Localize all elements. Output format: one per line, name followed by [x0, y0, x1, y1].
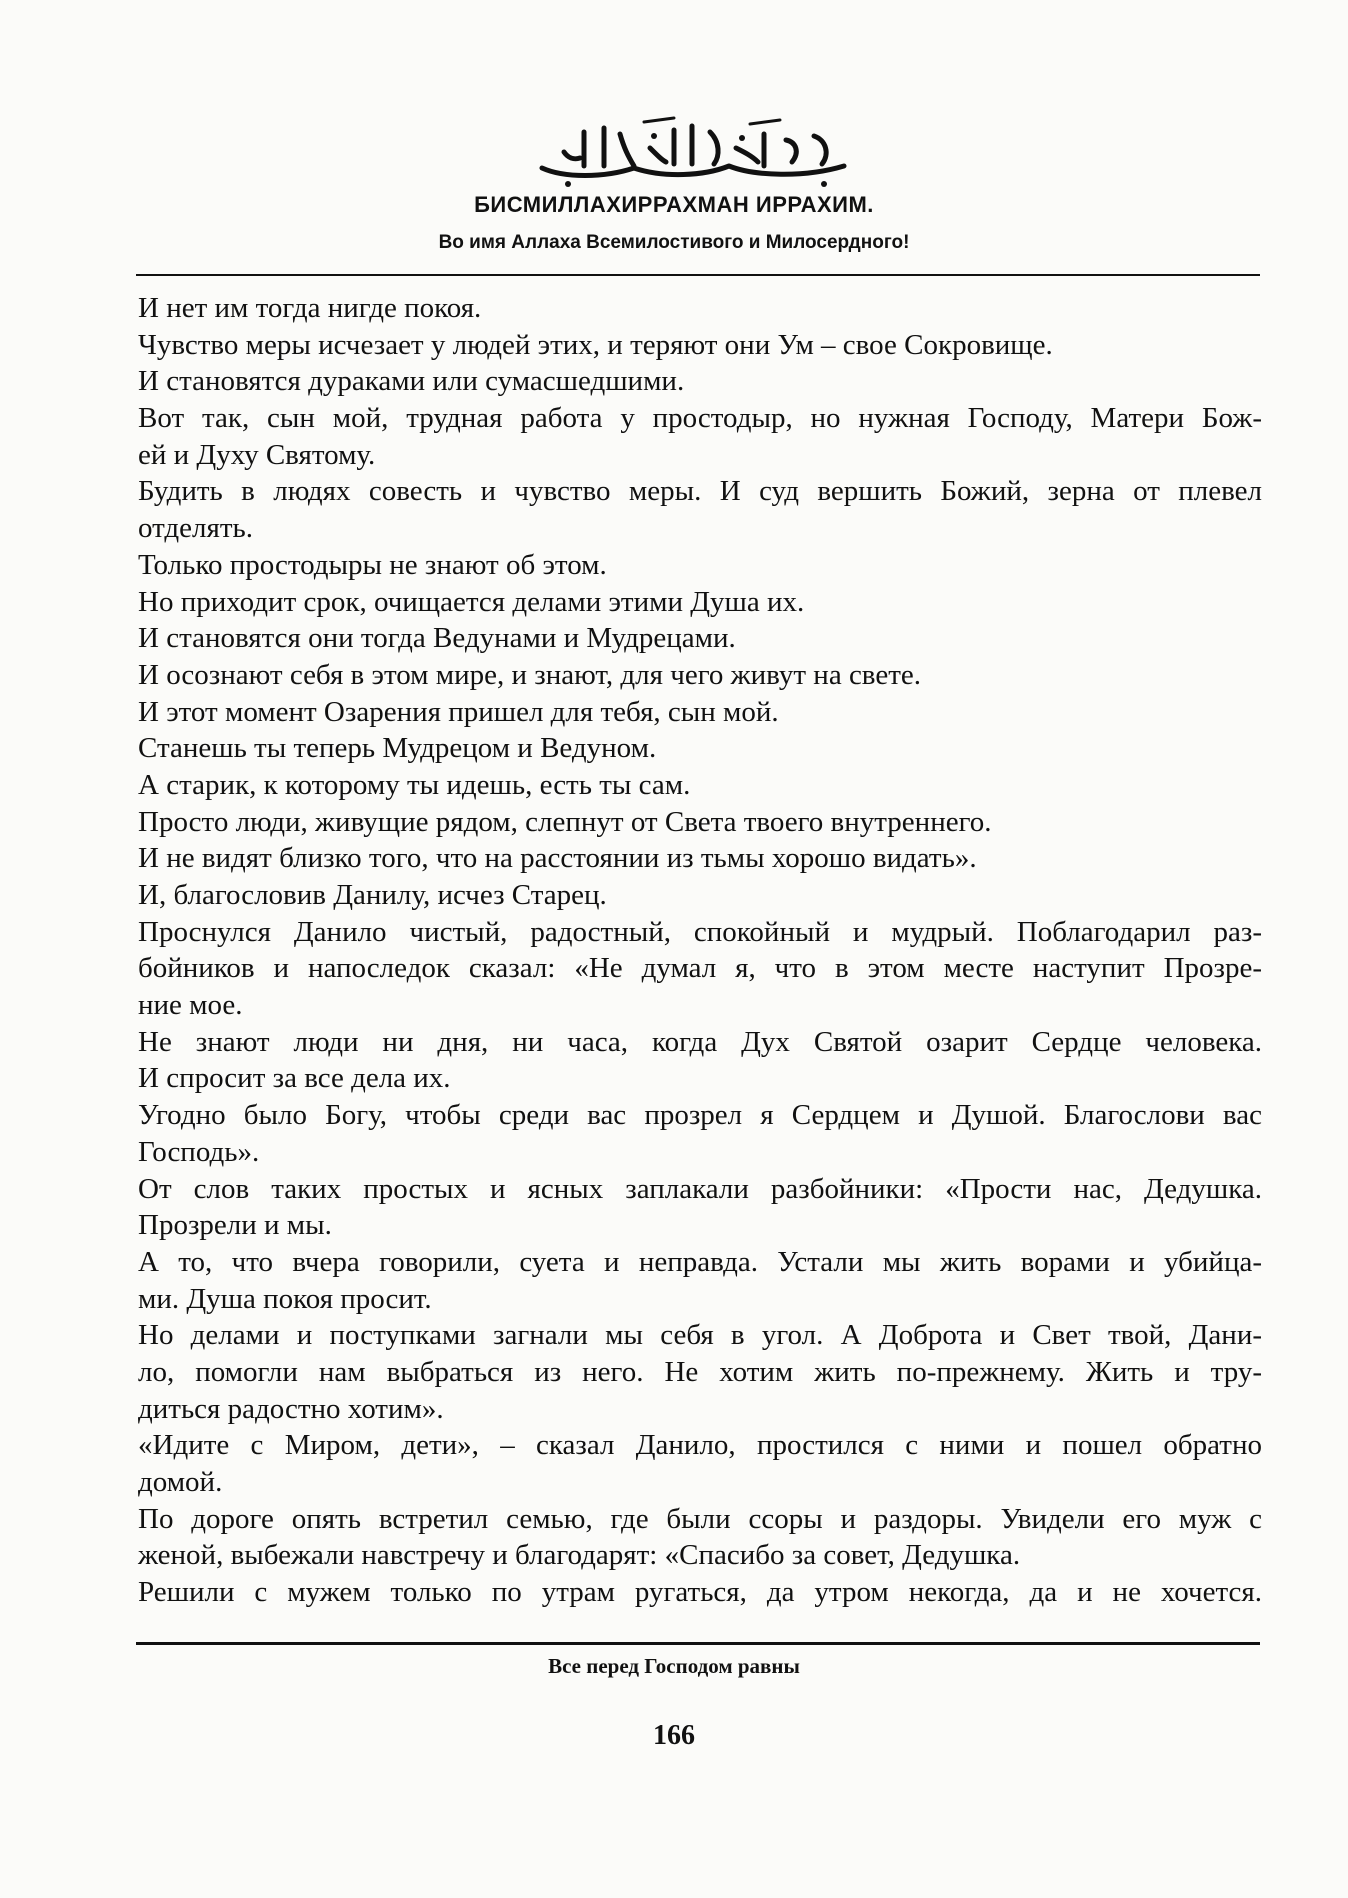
text-line: домой.	[138, 1466, 223, 1498]
text-line: отделять.	[138, 512, 253, 545]
text-line: И становятся они тогда Ведунами и Мудрецами.	[138, 622, 736, 655]
text-line: бойников и напоследок сказал: «Не думал я, что в этом месте наступит Прозре-	[138, 952, 1262, 985]
text-line: Вот так, сын мой, трудная работа у простодыр, но нужная Господу, Матери Бож-	[138, 402, 1262, 435]
text-line: Просто люди, живущие рядом, слепнут от Света твоего внутреннего.	[138, 805, 992, 838]
text-line: женой, выбежали навстречу и благодарят: «Спасибо за совет, Дедушка.	[138, 1539, 1021, 1572]
text-line: И спросит за все дела их.	[138, 1062, 451, 1095]
text-line: Господь».	[138, 1135, 260, 1168]
header-subtitle: Во имя Аллаха Всемилостивого и Милосердного!	[438, 232, 910, 253]
body-text	[138, 290, 1262, 1611]
page-number: 166	[653, 1720, 695, 1751]
text-line: ние мое.	[138, 989, 243, 1022]
text-line: Но приходит срок, очищается делами этими Душа их.	[138, 585, 805, 618]
text-line: И становятся дураками или сумасшедшими.	[138, 365, 685, 398]
text-line: Не знают люди ни дня, ни часа, когда Дух Святой озарит Сердце человека.	[138, 1025, 1262, 1058]
text-line: По дороге опять встретил семью, где были ссоры и раздоры. Увидели его муж с	[138, 1502, 1262, 1535]
text-line: Чувство меры исчезает у людей этих, и теряют они Ум – свое Сокровище.	[138, 328, 1053, 361]
text-line: диться радостно хотим».	[138, 1392, 444, 1425]
text-line: «Идите с Миром, дети», – сказал Данило, простился с ними и пошел обратно	[138, 1429, 1262, 1462]
header-title: БИСМИЛЛАХИРРАХМАН ИРРАХИМ.	[474, 192, 874, 217]
text-line: Угодно было Богу, чтобы среди вас прозрел я Сердцем и Душой. Благослови вас	[138, 1099, 1262, 1132]
text-line: Но делами и поступками загнали мы себя в угол. А Доброта и Свет твой, Дани-	[138, 1319, 1262, 1352]
text-line: ей и Духу Святому.	[138, 438, 376, 471]
text-line: Станешь ты теперь Мудрецом и Ведуном.	[138, 732, 657, 765]
text-line: Только простодыры не знают об этом.	[138, 548, 607, 581]
text-line: А то, что вчера говорили, суета и неправда. Устали мы жить ворами и убийца-	[138, 1245, 1262, 1278]
text-line: И, благословив Данилу, исчез Старец.	[138, 879, 607, 911]
text-line: И не видят близко того, что на расстоянии из тьмы хорошо видать».	[138, 842, 977, 875]
text-line: Будить в людях совесть и чувство меры. И суд вершить Божий, зерна от плевел	[138, 475, 1262, 508]
footer-divider	[136, 1642, 1260, 1645]
text-line: И осознают себя в этом мире, и знают, для чего живут на свете.	[138, 658, 921, 691]
header-divider	[136, 274, 1260, 276]
text-line: А старик, к которому ты идешь, есть ты сам.	[138, 768, 691, 801]
text-line: ми. Душа покоя просит.	[138, 1282, 432, 1315]
footer-title: Все перед Господом равны	[548, 1654, 800, 1678]
text-line: И этот момент Озарения пришел для тебя, сын мой.	[138, 695, 779, 728]
text-line: Прозрели и мы.	[138, 1209, 332, 1242]
text-line: ло, помогли нам выбраться из него. Не хотим жить по-прежнему. Жить и тру-	[138, 1355, 1262, 1388]
text-line: Проснулся Данило чистый, радостный, спокойный и мудрый. Поблагодарил раз-	[138, 915, 1262, 948]
bismillah-calligraphy	[524, 112, 864, 192]
text-line: От слов таких простых и ясных заплакали разбойники: «Прости нас, Дедушка.	[138, 1172, 1262, 1205]
text-line: Решили с мужем только по утрам ругаться, да утром некогда, да и не хочется.	[138, 1576, 1262, 1609]
text-line: И нет им тогда нигде покоя.	[138, 292, 482, 324]
